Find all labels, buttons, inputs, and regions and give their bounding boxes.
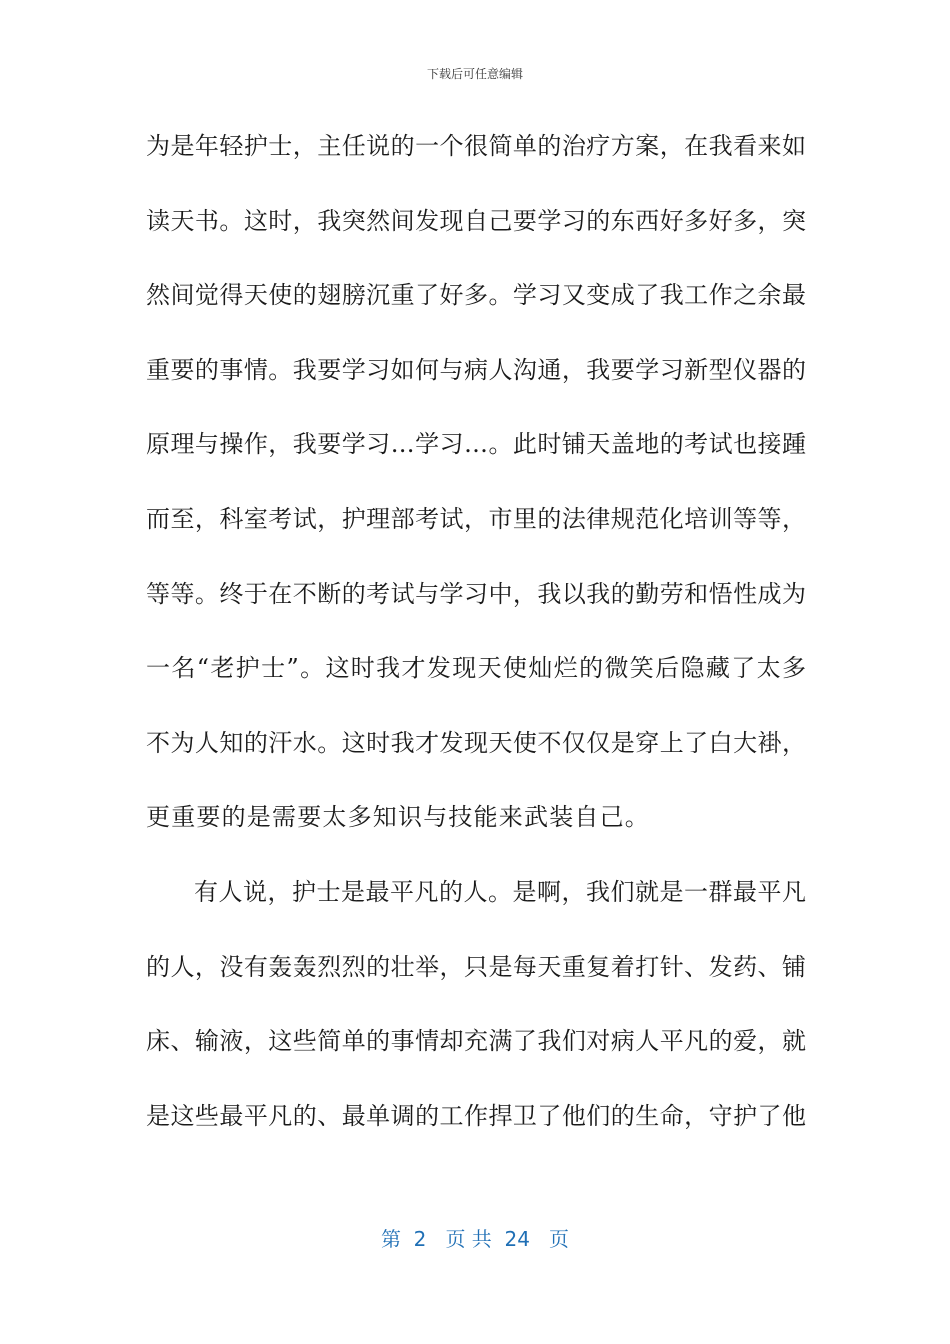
text-line: 床、输液，这些简单的事情却充满了我们对病人平凡的爱，就 <box>146 1027 806 1056</box>
text-line: 而至，科室考试，护理部考试，市里的法律规范化培训等等， <box>146 504 806 533</box>
document-body <box>146 118 806 1162</box>
text-line-paragraph-start: 有人说，护士是最平凡的人。是啊，我们就是一群最平凡 <box>194 877 806 906</box>
text-line: 不为人知的汗水。这时我才发现天使不仅仅是穿上了白大褂， <box>146 728 806 757</box>
text-line: 为是年轻护士，主任说的一个很简单的治疗方案，在我看来如 <box>146 132 806 160</box>
text-line: 然间觉得天使的翅膀沉重了好多。学习又变成了我工作之余最 <box>146 281 806 310</box>
text-line: 原理与操作，我要学习…学习…。此时铺天盖地的考试也接踵 <box>146 430 806 459</box>
text-line-paragraph-end: 更重要的是需要太多知识与技能来武装自己。 <box>146 803 650 832</box>
text-line: 等等。终于在不断的考试与学习中，我以我的勤劳和悟性成为 <box>146 579 806 608</box>
text-line: 是这些最平凡的、最单调的工作捍卫了他们的生命，守护了他 <box>146 1101 806 1130</box>
text-line: 读天书。这时，我突然间发现自己要学习的东西好多好多，突 <box>146 206 806 235</box>
page-number-footer: 第 2 页 共 24 页 <box>380 1227 570 1251</box>
text-line: 一名“老护士”。这时我才发现天使灿烂的微笑后隐藏了太多 <box>146 654 806 683</box>
text-line: 的人，没有轰轰烈烈的壮举，只是每天重复着打针、发药、铺 <box>146 952 806 981</box>
page-header: 下载后可任意编辑 <box>426 67 523 81</box>
text-line: 重要的事情。我要学习如何与病人沟通，我要学习新型仪器的 <box>146 355 806 384</box>
